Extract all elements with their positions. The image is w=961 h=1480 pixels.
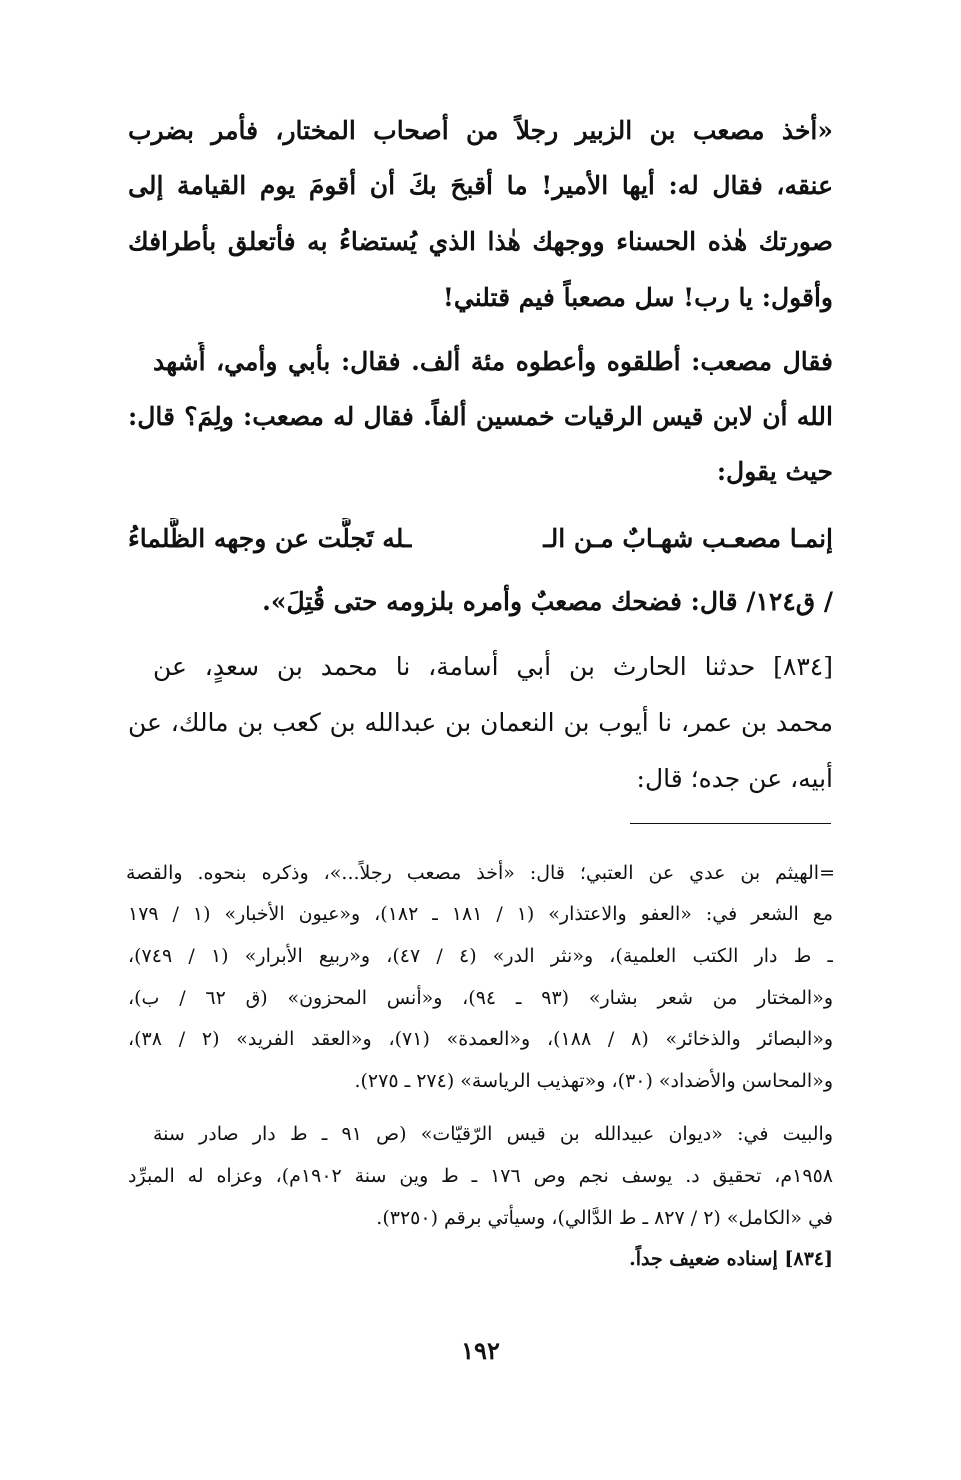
verse-hemistich-second: ـله تَجلَّت عن وجهه الظَّلماءُ: [128, 523, 412, 553]
page-number: ١٩٢: [461, 1336, 500, 1365]
footnote-line: [٨٣٤] إسناده ضعيف جداً.: [629, 1248, 833, 1270]
text-line: / ق١٢٤/ قال: فضحك مصعبٌ وأمره بلزومه حتى قُتِلَ».: [262, 587, 833, 616]
poetry-verse: [128, 518, 833, 558]
text-line: أبيه، عن جده؛ قال:: [636, 764, 833, 793]
text-line: «أخذ مصعب بن الزبير رجلاً من أصحاب المختار، فأمر بضرب: [128, 116, 833, 145]
footnote-line: والبيت في: «ديوان عبيدالله بن قيس الرّقيّات» (ص ٩١ ـ ط دار صادر سنة: [153, 1123, 833, 1145]
text-line: فقال مصعب: أطلقوه وأعطوه مئة ألف. فقال: بأبي وأمي، أُشهد: [153, 347, 833, 376]
footnote-line: =الهيثم بن عدي عن العتبي؛ قال: «أخذ مصعب رجلاً...»، وذكره بنحوه. والقصة: [126, 862, 835, 884]
text-line: حيث يقول:: [716, 457, 833, 486]
text-line: محمد بن عمر، نا أيوب بن النعمان بن عبدالله بن كعب بن مالك، عن: [128, 708, 833, 737]
footnote-separator: [630, 823, 831, 824]
footnote-line: و«البصائر والذخائر» (٨ / ١٨٨)، و«العمدة» (٧١)، و«العقد الفريد» (٢ / ٣٨)،: [128, 1028, 833, 1050]
text-line: وأقول: يا رب! سل مصعباً فيم قتلني!: [442, 283, 833, 312]
text-line: عنقه، فقال له: أيها الأمير! ما أقبحَ بكَ أن أقومَ يوم القيامة إلى: [128, 171, 833, 200]
footnote-line: ١٩٥٨م، تحقيق د. يوسف نجم وص ١٧٦ ـ ط وين سنة ١٩٠٢م)، وعزاه له المبرِّد: [128, 1165, 833, 1187]
footnote-line: و«المختار من شعر بشار» (٩٣ ـ ٩٤)، و«أنس المحزون» (ق ٦٢ / ب)،: [128, 987, 833, 1009]
footnote-line: ـ ط دار الكتب العلمية)، و«نثر الدر» (٤ / ٤٧)، و«ربيع الأبرار» (١ / ٧٤٩)،: [128, 945, 833, 967]
verse-hemistich-first: إنمـا مصعـب شهـابٌ مـن الـ: [543, 523, 833, 553]
hadith-number-line: [٨٣٤] حدثنا الحارث بن أبي أسامة، نا محمد بن سعدٍ، عن: [153, 652, 833, 681]
text-line: الله أن لابن قيس الرقيات خمسين ألفاً. فقال له مصعب: ولِمَ؟ قال:: [128, 402, 833, 431]
footnote-line: و«المحاسن والأضداد» (٣٠)، و«تهذيب الرياسة» (٢٧٤ ـ ٢٧٥).: [354, 1070, 833, 1092]
footnote-line: في «الكامل» (٢ / ٨٢٧ ـ ط الدَّالي)، وسيأتي برقم (٣٢٥٠).: [376, 1207, 833, 1229]
footnote-line: مع الشعر في: «العفو والاعتذار» (١ / ١٨١ ـ ١٨٢)، و«عيون الأخبار» (١ / ١٧٩: [128, 903, 833, 925]
text-line: صورتك هٰذه الحسناء ووجهك هٰذا الذي يُستضاءُ به فأتعلق بأطرافك: [128, 227, 833, 256]
